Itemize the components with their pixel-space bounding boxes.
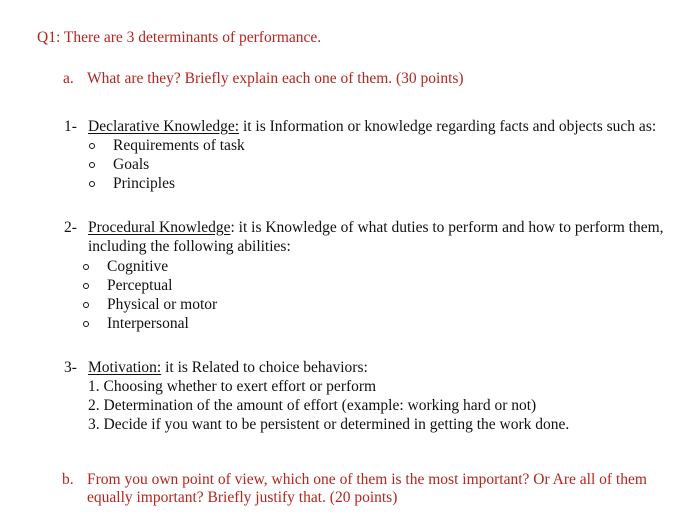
part-a-text: What are they? Briefly explain each one of them. (30 points): [87, 70, 464, 87]
item-2-bullet-3: Physical or motor: [107, 296, 218, 313]
item-2-description-cont: including the following abilities:: [88, 238, 291, 255]
item-1-term: Declarative Knowledge:: [88, 118, 240, 135]
part-b-line-2: equally important? Briefly justify that. (20 points): [87, 489, 398, 506]
item-2-bullet-2: Perceptual: [107, 277, 173, 294]
item-2-number: 2-: [64, 219, 77, 236]
part-b-marker: b.: [62, 471, 74, 488]
item-3-term: Motivation:: [88, 359, 162, 376]
item-1-bullet-1: Requirements of task: [113, 137, 245, 154]
item-3-description: it is Related to choice behaviors:: [161, 359, 368, 376]
item-2-term: Procedural Knowledge: [88, 219, 231, 236]
part-a-marker: a.: [63, 70, 74, 87]
item-1-bullet-2: Goals: [113, 156, 150, 173]
part-b-line-1: From you own point of view, which one of them is the most important? Or Are all of them: [87, 471, 647, 488]
item-1-number: 1-: [64, 118, 77, 135]
item-1-bullet-3: Principles: [113, 175, 175, 192]
question-title: Q1: There are 3 determinants of performance.: [37, 29, 322, 46]
item-2-description: : it is Knowledge of what duties to perform and how to perform them,: [230, 219, 664, 236]
bullet-circle-icon: [89, 162, 95, 168]
item-2-bullet-4: Interpersonal: [107, 315, 189, 332]
bullet-circle-icon: [89, 143, 95, 149]
item-1-line: [88, 117, 656, 136]
item-3-number: 3-: [64, 359, 77, 376]
item-2-bullet-1: Cognitive: [107, 258, 169, 275]
item-3-line-1: 1. Choosing whether to exert effort or perform: [88, 378, 377, 395]
bullet-circle-icon: [83, 302, 89, 308]
bullet-circle-icon: [83, 321, 89, 327]
item-3-line-2: 2. Determination of the amount of effort (example: working hard or not): [88, 397, 537, 414]
item-2-line: [88, 218, 664, 237]
bullet-circle-icon: [83, 283, 89, 289]
bullet-circle-icon: [83, 264, 89, 270]
item-3-line: [88, 358, 368, 377]
item-1-description: it is Information or knowledge regarding facts and objects such as:: [239, 118, 657, 135]
item-3-line-3: 3. Decide if you want to be persistent or determined in getting the work done.: [88, 416, 570, 433]
bullet-circle-icon: [89, 181, 95, 187]
